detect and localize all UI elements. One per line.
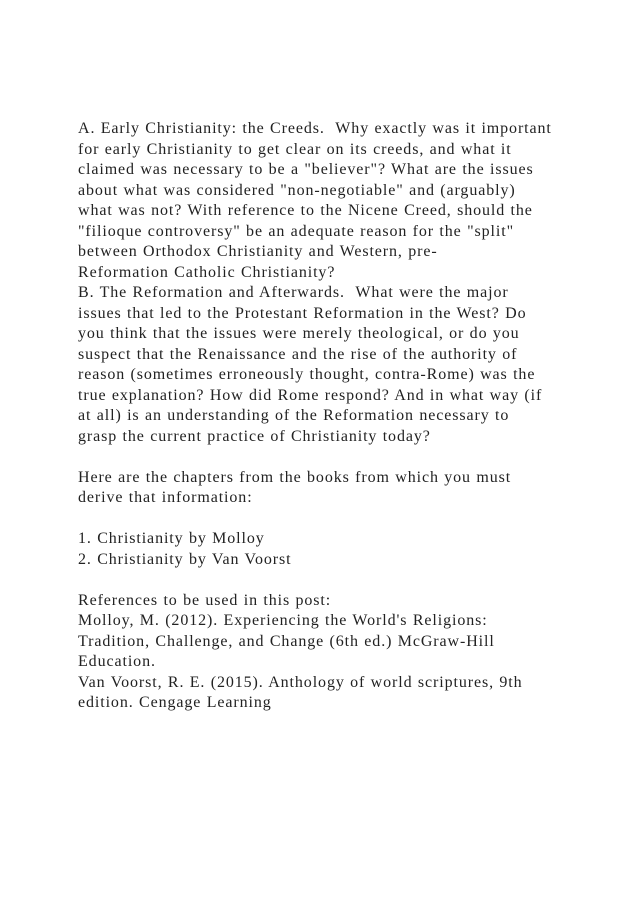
chapters-intro: [78, 468, 578, 509]
chapters-list: [78, 529, 578, 570]
section-b-line: suspect that the Renaissance and the rise of the authority of: [78, 345, 518, 363]
paragraph-gap: [78, 570, 578, 591]
chapters-intro-line: derive that information:: [78, 489, 253, 506]
section-b-line: reason (sometimes erroneously thought, contra-Rome) was the: [78, 366, 536, 383]
section-b-line: B. The Reformation and Afterwards. What were the major: [78, 284, 509, 301]
section-b-line: true explanation? How did Rome respond? And in what way (if: [78, 386, 543, 404]
chapter-item: 1. Christianity by Molloy: [78, 530, 265, 547]
section-a-line: what was not? With reference to the Nicene Creed, should the: [78, 202, 533, 219]
section-a-line: A. Early Christianity: the Creeds. Why exactly was it important: [78, 120, 552, 137]
section-a-line: "filioque controversy" be an adequate reason for the "split": [78, 222, 514, 240]
section-b-line: you think that the issues were merely theological, or do you: [78, 325, 520, 342]
document-text: [78, 119, 578, 714]
paragraph-gap: [78, 509, 578, 530]
references-section: [78, 591, 578, 714]
section-a: [78, 119, 578, 283]
section-a-line: Reformation Catholic Christianity?: [78, 263, 336, 281]
reference-line: Molloy, M. (2012). Experiencing the World's Religions:: [78, 612, 488, 629]
reference-line: Tradition, Challenge, and Change (6th ed.) McGraw-Hill: [78, 632, 495, 650]
section-b-line: grasp the current practice of Christianity today?: [78, 427, 431, 445]
reference-line: Van Voorst, R. E. (2015). Anthology of world scriptures, 9th: [78, 673, 523, 691]
chapter-item: 2. Christianity by Van Voorst: [78, 550, 292, 568]
section-b: [78, 283, 578, 447]
section-a-line: for early Christianity to get clear on its creeds, and what it: [78, 140, 512, 158]
section-a-line: between Orthodox Christianity and Western, pre-: [78, 243, 438, 260]
reference-line: edition. Cengage Learning: [78, 694, 272, 711]
chapters-intro-line: Here are the chapters from the books from which you must: [78, 468, 512, 486]
section-a-line: about what was considered "non-negotiable" and (arguably): [78, 181, 516, 199]
section-b-line: issues that led to the Protestant Reformation in the West? Do: [78, 304, 527, 322]
reference-line: Education.: [78, 653, 156, 670]
section-a-line: claimed was necessary to be a "believer"? What are the issues: [78, 161, 534, 178]
references-heading: References to be used in this post:: [78, 591, 332, 609]
paragraph-gap: [78, 447, 578, 468]
section-b-line: at all) is an understanding of the Reformation necessary to: [78, 407, 510, 424]
